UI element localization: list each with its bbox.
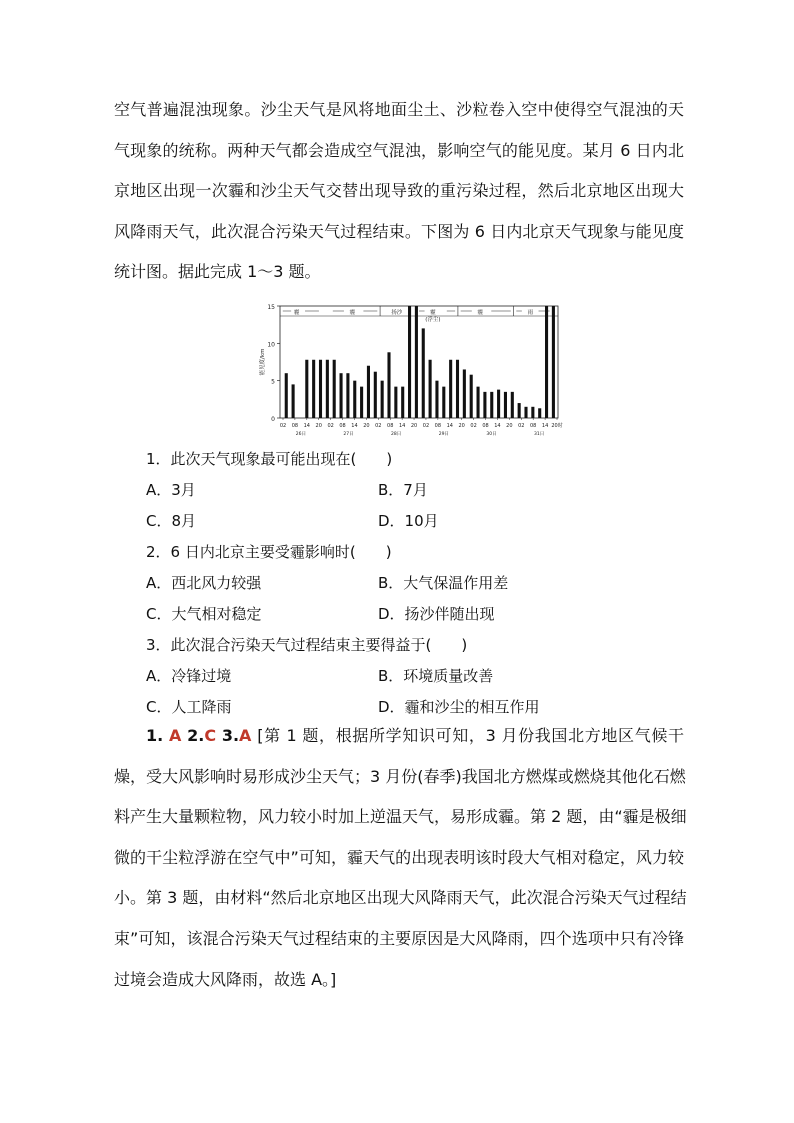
x-tick-label: 20时 xyxy=(551,423,563,429)
visibility-bar xyxy=(387,352,390,418)
y-tick-label: 5 xyxy=(271,378,275,386)
intro-line: 风降雨天气，此次混合污染天气过程结束。下图为 6 日内北京天气现象与能见度 xyxy=(114,221,684,241)
chart-svg xyxy=(252,298,568,443)
visibility-bar xyxy=(429,360,432,418)
visibility-bar xyxy=(483,392,486,418)
y-tick-label: 0 xyxy=(271,416,275,423)
visibility-bar xyxy=(305,360,308,418)
answer-1-number: 1. xyxy=(146,726,164,745)
visibility-chart xyxy=(252,298,568,443)
answer-line: 束”可知，该混合污染天气过程结束的主要原因是大风降雨，四个选项中只有冷锋 xyxy=(114,928,684,948)
visibility-bar xyxy=(442,387,445,418)
x-tick-label: 02 xyxy=(375,423,382,429)
visibility-bar xyxy=(285,373,288,418)
visibility-bar xyxy=(477,387,480,418)
visibility-bar xyxy=(435,381,438,418)
day-label: 27日 xyxy=(343,432,354,437)
x-tick-label: 14 xyxy=(494,423,501,429)
visibility-bar xyxy=(353,381,356,418)
weather-label: (浮尘) xyxy=(425,317,441,323)
answer-3-number: 3. xyxy=(221,726,240,745)
weather-label: 霾 xyxy=(349,310,356,316)
day-label: 31日 xyxy=(534,432,545,437)
question-1-option-b: B．7月 xyxy=(378,481,428,499)
x-tick-label: 02 xyxy=(279,423,287,429)
visibility-bar xyxy=(394,387,397,418)
answer-first-line xyxy=(114,716,684,757)
visibility-bar xyxy=(504,392,507,418)
x-tick-label: 20 xyxy=(363,423,370,429)
visibility-bar xyxy=(422,328,425,418)
x-tick-label: 02 xyxy=(422,423,430,429)
question-2-option-a: A．西北风力较强 xyxy=(146,574,262,592)
intro-line: 气现象的统称。两种天气都会造成空气混浊，影响空气的能见度。某月 6 日内北 xyxy=(114,140,684,160)
visibility-bar xyxy=(545,306,548,418)
x-tick-label: 08 xyxy=(529,423,537,429)
question-3-option-a: A．冷锋过境 xyxy=(146,667,232,685)
x-tick-label: 02 xyxy=(470,423,477,429)
day-label: 29日 xyxy=(438,432,449,437)
answer-line: 料产生大量颗粒物，风力较小时加上逆温天气，易形成霾。第 2 题，由“霾是极细 xyxy=(114,807,687,827)
visibility-bar xyxy=(463,369,466,418)
answer-3-key: A xyxy=(239,726,252,745)
day-label: 28日 xyxy=(391,432,402,437)
x-tick-label: 14 xyxy=(351,423,358,429)
visibility-bar xyxy=(360,387,363,418)
answer-line: 燥，受大风影响时易形成沙尘天气；3 月份(春季)我国北方燃煤或燃烧其他化石燃 xyxy=(114,766,686,786)
visibility-bar xyxy=(319,360,322,418)
visibility-bar xyxy=(449,360,452,418)
visibility-bar xyxy=(456,360,459,418)
y-axis-label: 能见度/km xyxy=(260,348,266,376)
question-2-option-b: B．大气保温作用差 xyxy=(378,574,509,592)
question-3-option-b: B．环境质量改善 xyxy=(378,667,494,685)
visibility-bar xyxy=(538,408,541,418)
visibility-bar xyxy=(497,390,500,418)
question-3-option-c: C．人工降雨 xyxy=(146,698,232,716)
intro-line: 京地区出现一次霾和沙尘天气交替出现导致的重污染过程，然后北京地区出现大 xyxy=(114,181,684,201)
x-tick-label: 14 xyxy=(446,423,453,429)
question-3-option-d: D．霾和沙尘的相互作用 xyxy=(378,698,540,716)
question-2-option-c: C．大气相对稳定 xyxy=(146,605,262,623)
visibility-bar xyxy=(490,392,493,418)
x-tick-label: 08 xyxy=(339,423,346,429)
visibility-bar xyxy=(340,373,343,418)
question-1-stem: 1．此次天气现象最可能出现在( ) xyxy=(146,450,393,468)
y-tick-label: 10 xyxy=(267,341,275,349)
answer-line: 小。第 3 题，由材料“然后北京地区出现大风降雨天气，此次混合污染天气过程结 xyxy=(114,888,687,908)
intro-line: 统计图。据此完成 1～3 题。 xyxy=(114,262,321,282)
visibility-bar xyxy=(408,306,411,418)
question-2-option-d: D．扬沙伴随出现 xyxy=(378,605,495,623)
visibility-bar xyxy=(292,384,295,418)
weather-label: 霾 xyxy=(430,310,436,316)
visibility-bar xyxy=(374,372,377,418)
visibility-bar xyxy=(333,360,336,418)
answer-1-key: A xyxy=(168,726,182,745)
visibility-bar xyxy=(552,306,555,418)
x-tick-label: 08 xyxy=(434,423,442,429)
answer-text: [第 1 题，根据所学知识可知，3 月份我国北方地区气候干 xyxy=(257,726,685,745)
weather-label: 雨 xyxy=(527,310,533,316)
x-tick-label: 14 xyxy=(541,423,549,429)
x-tick-label: 02 xyxy=(518,423,525,429)
x-tick-label: 20 xyxy=(315,423,322,429)
visibility-bar xyxy=(524,407,527,418)
x-tick-label: 08 xyxy=(291,423,299,429)
visibility-bar xyxy=(367,366,370,418)
question-1-option-d: D．10月 xyxy=(378,512,439,530)
x-tick-label: 14 xyxy=(398,423,406,429)
answer-line: 过境会造成大风降雨，故选 A。] xyxy=(114,969,337,989)
x-tick-label: 20 xyxy=(410,423,418,429)
question-1-option-a: A．3月 xyxy=(146,481,196,499)
y-tick-label: 15 xyxy=(267,304,275,311)
answer-line: 微的干尘粒浮游在空气中”可知，霾天气的出现表明该时段大气相对稳定，风力较 xyxy=(114,847,684,867)
weather-label: 扬沙 xyxy=(391,310,403,316)
visibility-bar xyxy=(415,306,418,418)
x-tick-label: 08 xyxy=(482,423,489,429)
x-tick-label: 08 xyxy=(387,423,394,429)
visibility-bar xyxy=(531,407,534,418)
weather-label: 霾 xyxy=(293,310,300,316)
answer-2-number: 2. xyxy=(187,726,205,745)
x-tick-label: 20 xyxy=(506,423,513,429)
visibility-bar xyxy=(511,392,514,418)
x-tick-label: 02 xyxy=(327,423,334,429)
visibility-bar xyxy=(470,375,473,418)
question-2-stem: 2．6 日内北京主要受霾影响时( ) xyxy=(146,543,392,561)
x-tick-label: 14 xyxy=(303,423,311,429)
intro-line: 空气普遍混浊现象。沙尘天气是风将地面尘土、沙粒卷入空中使得空气混浊的天 xyxy=(114,100,684,119)
question-3-stem: 3．此次混合污染天气过程结束主要得益于( ) xyxy=(146,636,468,654)
visibility-bar xyxy=(381,381,384,418)
answer-explanation xyxy=(114,716,687,1000)
visibility-bar xyxy=(312,360,315,418)
x-tick-label: 20 xyxy=(458,423,465,429)
visibility-bar xyxy=(346,373,349,418)
answer-2-key: C xyxy=(204,726,217,745)
visibility-bar xyxy=(518,403,521,418)
question-1-option-c: C．8月 xyxy=(146,512,197,530)
day-label: 26日 xyxy=(295,432,306,437)
visibility-bar xyxy=(326,360,329,418)
weather-label: 霾 xyxy=(477,310,483,316)
intro-paragraph xyxy=(114,90,684,293)
day-label: 30日 xyxy=(486,432,497,437)
visibility-bar xyxy=(401,387,404,418)
